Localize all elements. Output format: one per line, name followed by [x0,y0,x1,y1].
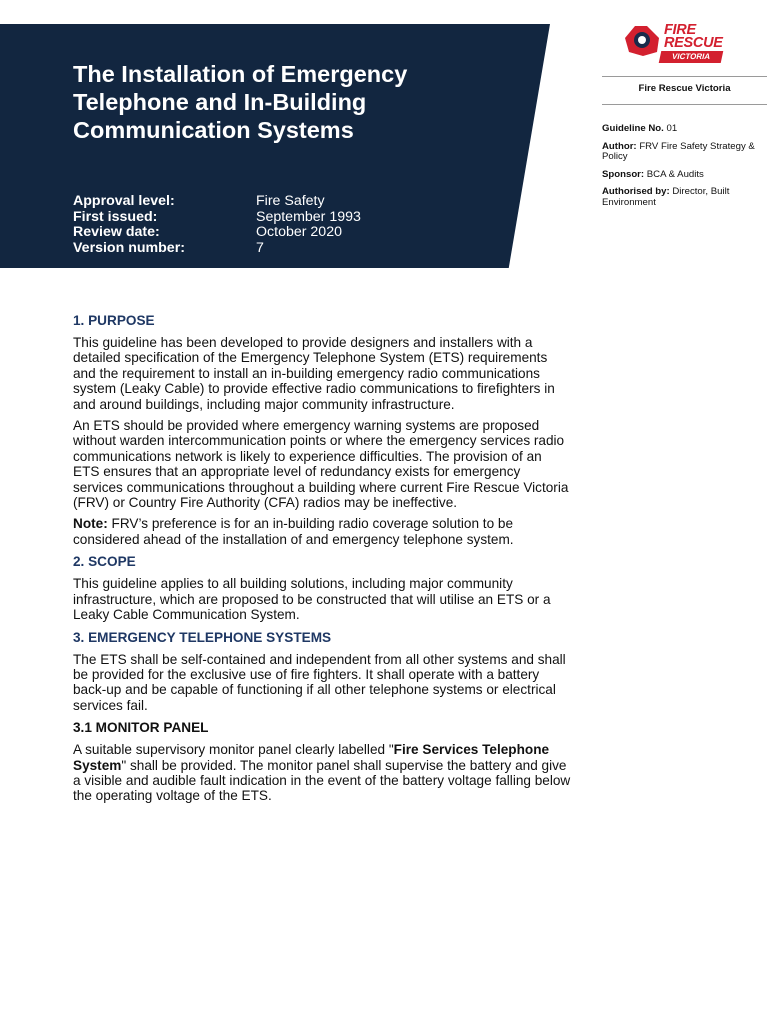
meta-value: October 2020 [256,224,342,241]
meta-key: First issued: [73,208,158,225]
sponsor-value: BCA & Audits [646,168,704,180]
meta-key: Version number: [73,239,185,256]
meta-row-version [73,241,493,257]
text-run: A suitable supervisory monitor panel clearly labelled " [73,742,394,758]
sidebar-org-name: Fire Rescue Victoria [638,83,731,94]
text-run: " shall be provided. The monitor panel shall supervise the battery and give a visible and audible fault indication in the event of the battery voltage falling below the operating voltage of the ETS. [73,757,571,804]
document-meta [73,194,493,256]
section-heading-scope: 2. SCOPE [73,554,136,570]
note-paragraph [73,516,571,547]
paragraph: This guideline has been developed to provide designers and installers with a detailed specification of the Emergency Telephone System (ETS) requirements and the requirement to install an in-building emergency radio communications system (Leaky Cable) to provide effective radio communications to firefighters in and around buildings, including major community infrastructure. [73,335,555,412]
section-heading-purpose: 1. PURPOSE [73,313,155,328]
paragraph [73,742,571,804]
note-text: FRV’s preference is for an in-building radio coverage solution to be considered ahead of the installation of and emergency telephone system. [73,516,514,547]
emphasis-text: Fire Services Telephone System [73,742,550,773]
meta-value: Fire Safety [256,193,325,209]
paragraph: An ETS should be provided where emergency warning systems are proposed without warden intercommunication points or where the emergency services radio communications network is likely to experience difficulties. The provision of an ETS ensures that an appropriate level of redundancy exists for emergency services communications throughout a building where current Fire Rescue Victoria (FRV) or Country Fire Authority (CFA) radios may be ineffective. [73,418,569,511]
authorised-label: Authorised by: [602,186,670,198]
authorised-value: Director, Built Environment [602,186,730,208]
sidebar-divider-top [602,76,767,77]
guideline-value: 01 [666,123,678,134]
logo-line-rescue: RESCUE [664,35,723,51]
paragraph: This guideline applies to all building solutions, including major community infrastructure, which are proposed to be constructed that will utilise an ETS or a Leaky Cable Communication System. [73,576,551,623]
note-label: Note: [73,516,108,532]
sponsor-info [602,170,764,181]
meta-value: September 1993 [256,208,361,225]
meta-key: Review date: [73,224,160,241]
author-label: Author: [602,140,637,152]
logo-band: VICTORIA [659,51,724,63]
authorised-info [602,187,764,208]
logo-wordmark [664,24,723,50]
meta-row-first-issued [73,210,493,226]
meta-value: 7 [256,239,264,256]
crest-icon [625,26,659,56]
meta-key: Approval level: [73,193,175,209]
sidebar-divider-bottom [602,104,767,105]
meta-row-approval [73,194,493,210]
paragraph: The ETS shall be self-contained and independent from all other systems and shall be provided for the exclusive use of fire fighters. It shall operate with a battery back-up and be capable of functioning if all other telephone systems or electrical services fail. [73,651,566,713]
document-title: The Installation of Emergency Telephone and In-Building Communication Systems [73,61,408,143]
guideline-label: Guideline No. [602,123,664,134]
sponsor-label: Sponsor: [602,168,645,180]
sidebar-info [602,124,764,216]
document-body [73,312,571,810]
author-info [602,142,764,163]
guideline-number [602,124,764,135]
subsection-heading-monitor-panel: 3.1 MONITOR PANEL [73,720,209,736]
logo-line-fire: FIRE [664,22,696,38]
section-heading-ets: 3. EMERGENCY TELEPHONE SYSTEMS [73,629,332,645]
meta-row-review-date [73,225,493,241]
author-value: FRV Fire Safety Strategy & Policy [602,140,755,163]
